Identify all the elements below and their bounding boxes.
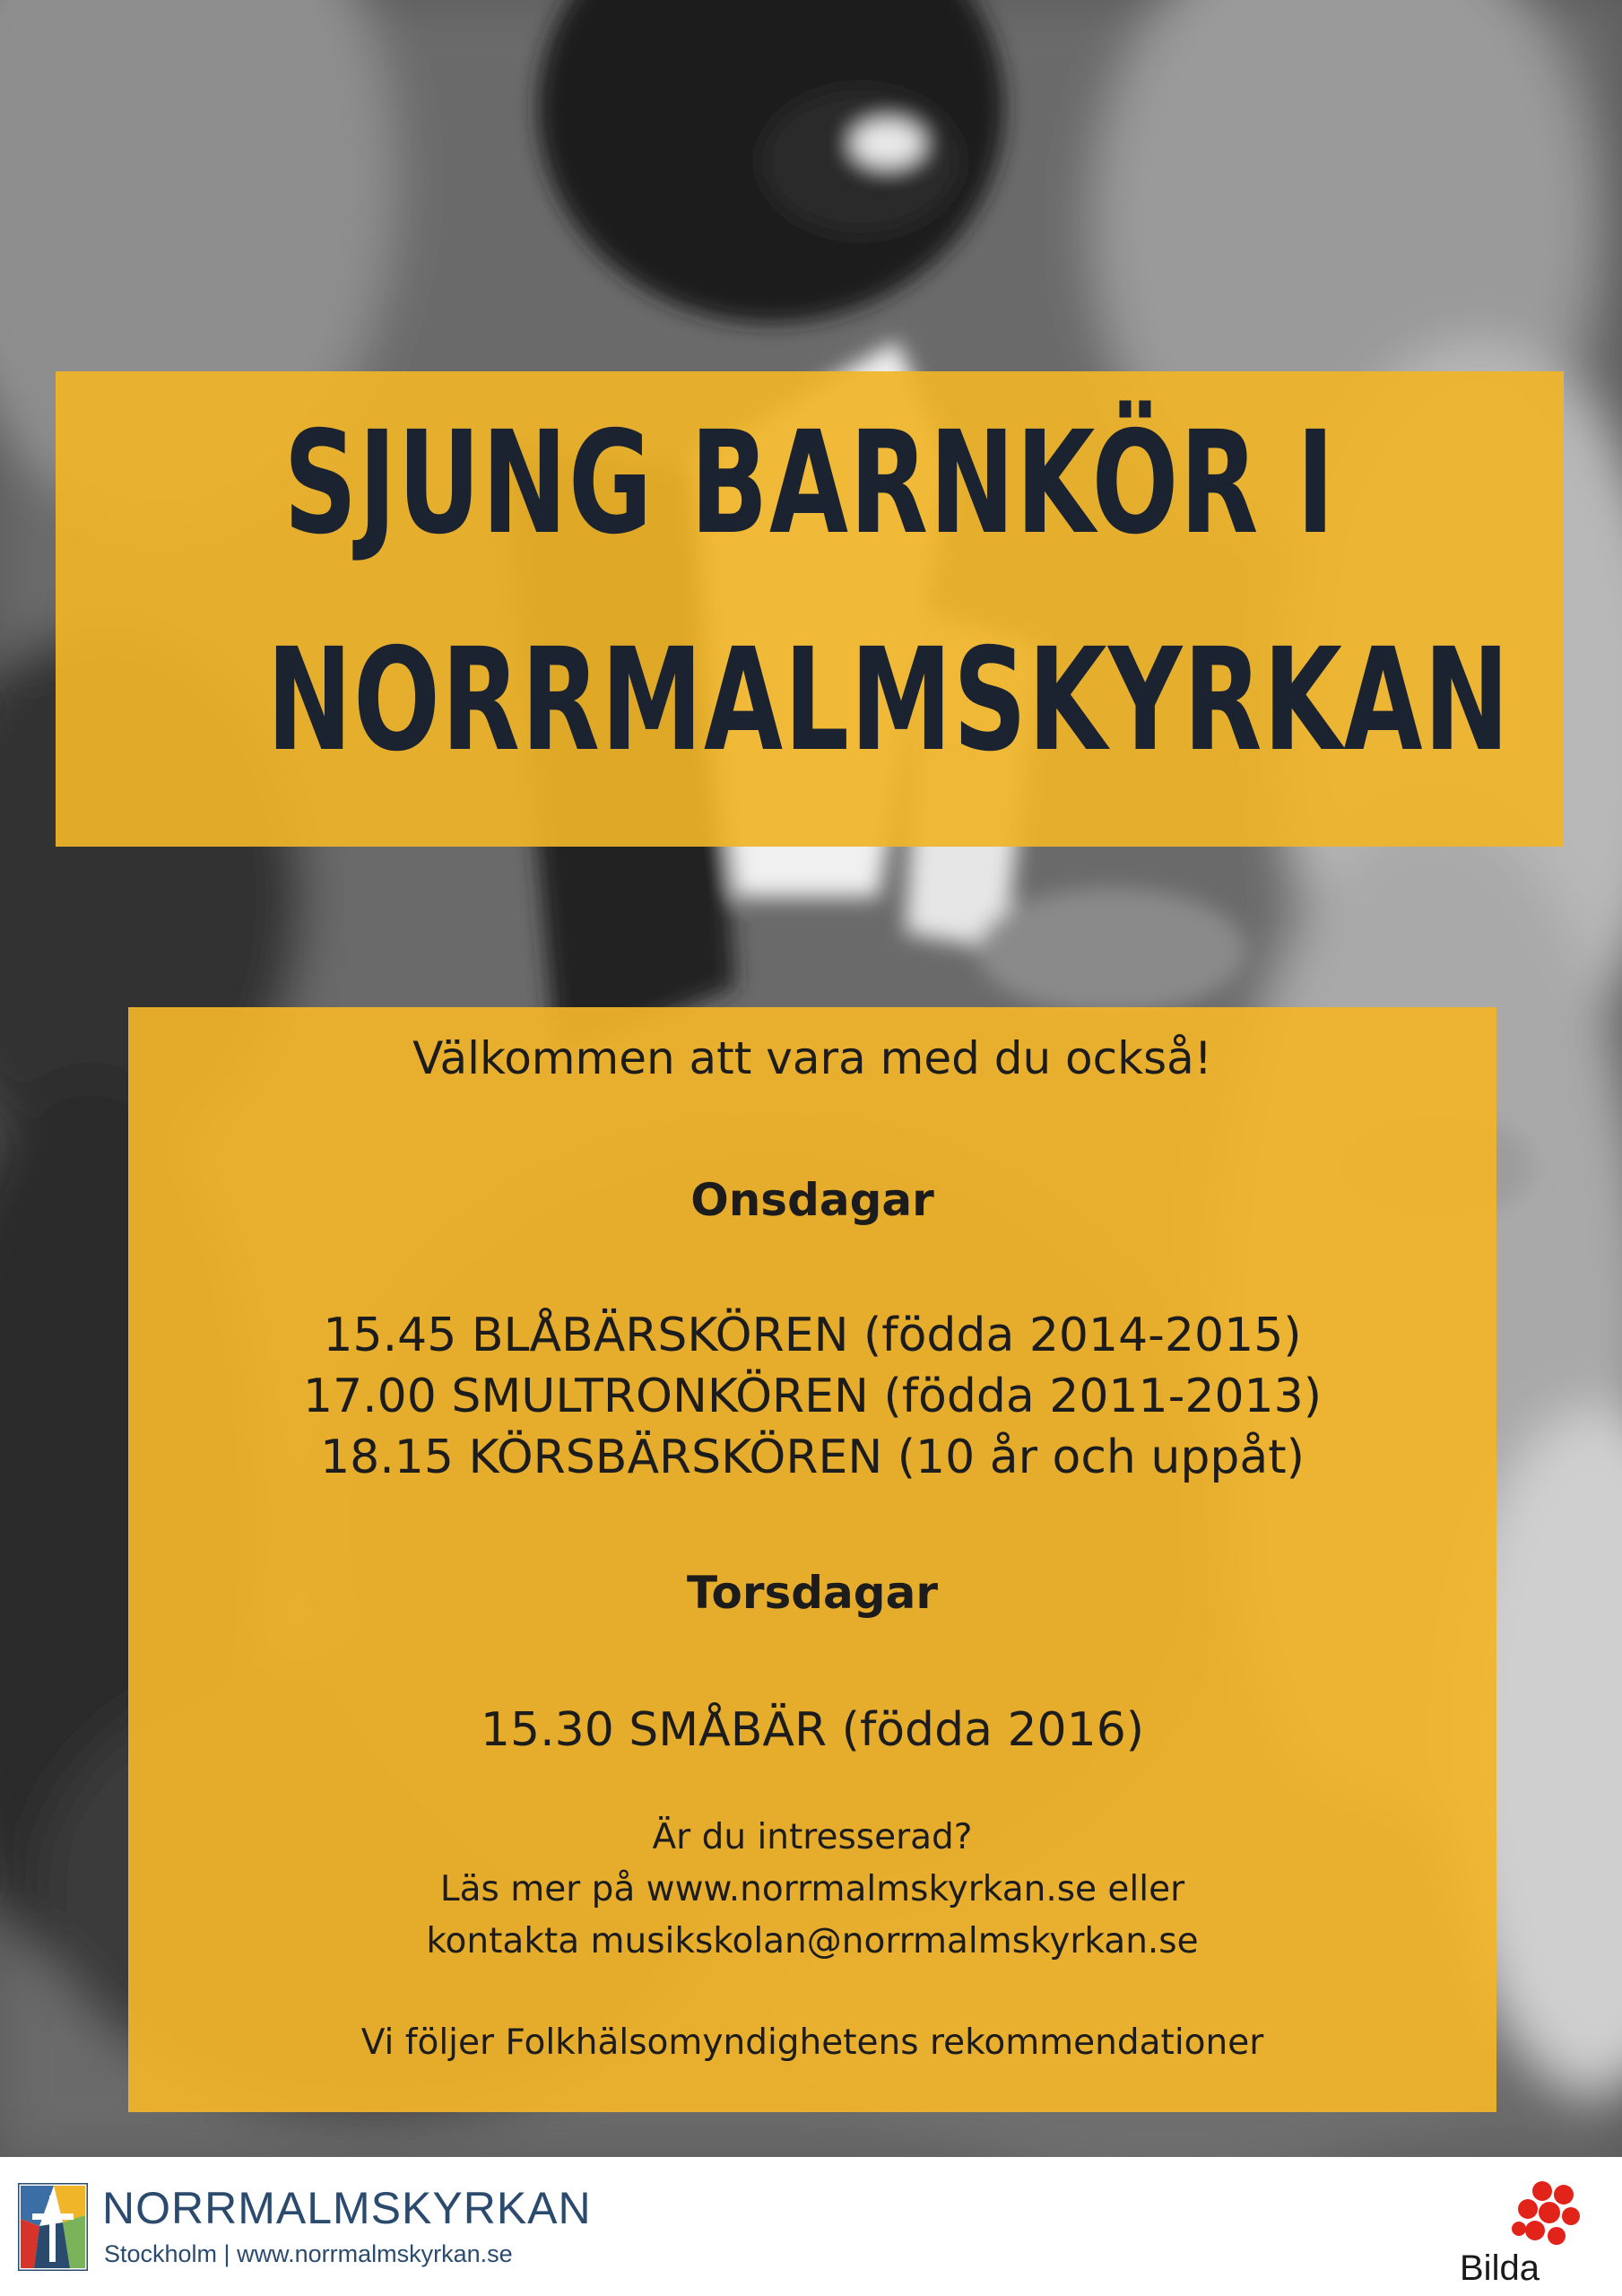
bilda-name: Bilda — [1460, 2248, 1540, 2288]
schedule-item: 17.00 SMULTRONKÖREN (födda 2011-2013) — [302, 1370, 1322, 1423]
schedule-item: 15.45 BLÅBÄRSKÖREN (födda 2014-2015) — [323, 1309, 1302, 1362]
contact-read-more: Läs mer på www.norrmalmskyrkan.se eller — [439, 1869, 1185, 1909]
wednesday-heading: Onsdagar — [690, 1174, 934, 1226]
church-subtitle: Stockholm | www.norrmalmskyrkan.se — [104, 2240, 513, 2267]
schedule-item: 18.15 KÖRSBÄRSKÖREN (10 år och uppåt) — [320, 1431, 1305, 1484]
title-line-1: SJUNG BARNKÖR I — [283, 401, 1336, 566]
title-line-2: NORRMALMSKYRKAN — [266, 618, 1511, 783]
footer — [0, 2157, 1622, 2296]
contact-email: kontakta musikskolan@norrmalmskyrkan.se — [426, 1921, 1199, 1961]
contact-question: Är du intresserad? — [652, 1817, 973, 1857]
church-name: NORRMALMSKYRKAN — [102, 2183, 592, 2233]
title-banner — [56, 371, 1564, 847]
recommendation-text: Vi följer Folkhälsomyndighetens rekommendationer — [360, 2022, 1264, 2063]
church-logo-icon — [18, 2183, 88, 2271]
thursday-heading: Torsdagar — [687, 1567, 938, 1619]
schedule-item: 15.30 SMÅBÄR (födda 2016) — [480, 1703, 1145, 1757]
info-panel — [128, 1007, 1496, 2112]
welcome-text: Välkommen att vara med du också! — [412, 1032, 1212, 1084]
